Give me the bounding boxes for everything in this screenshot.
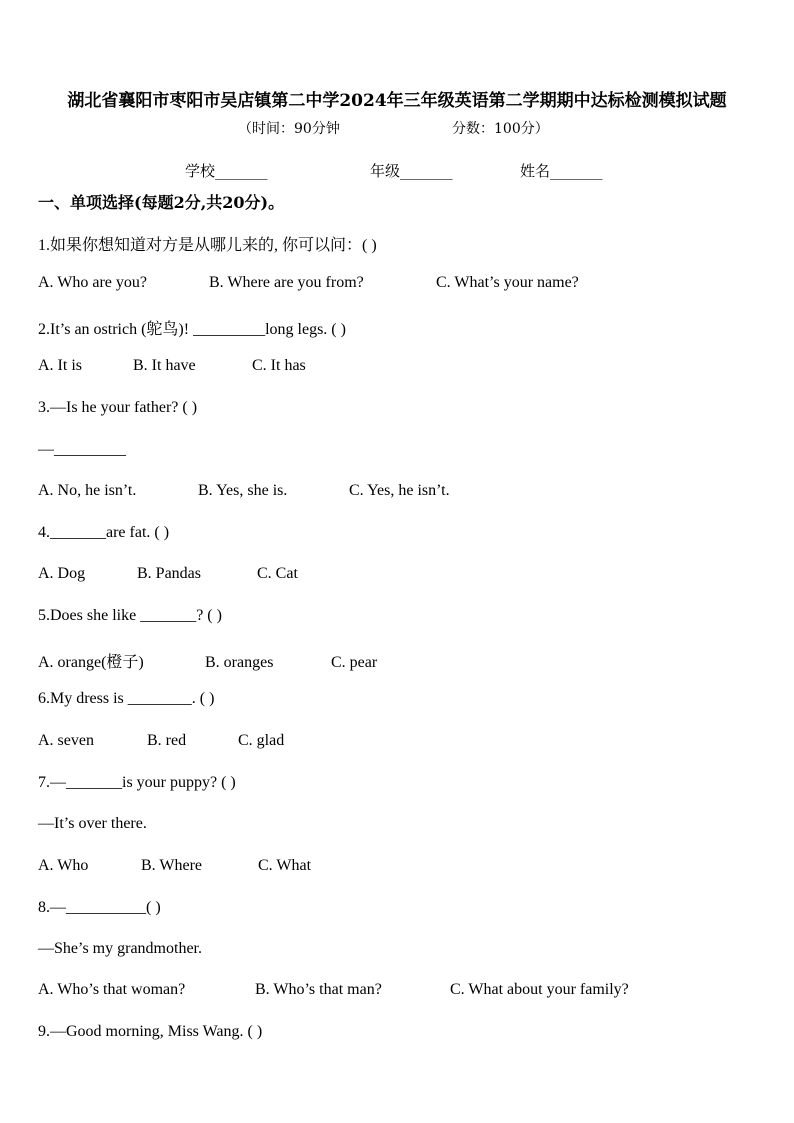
exam-score: 分数：100分） <box>452 121 549 137</box>
question-3-option-c[interactable]: C. Yes, he isn’t. <box>349 482 450 499</box>
question-7-option-b[interactable]: B. Where <box>141 857 203 874</box>
question-2-stem: 2.It’s an ostrich (鸵鸟)! _________long legs. ( ) <box>38 321 346 338</box>
question-1-option-b[interactable]: B. Where are you from? <box>209 274 364 291</box>
exam-time: （时间：90分钟 <box>238 121 340 137</box>
question-3-reply: —_________ <box>38 441 126 458</box>
question-8-reply: —She’s my grandmother. <box>38 940 202 957</box>
section-title: 一、单项选择(每题2分,共20分)。 <box>38 193 285 212</box>
question-2-option-a[interactable]: A. It is <box>38 357 82 374</box>
question-8-option-a[interactable]: A. Who’s that woman? <box>38 981 186 998</box>
question-6-option-c[interactable]: C. glad <box>238 732 285 749</box>
question-8-stem: 8.—__________( ) <box>38 899 161 916</box>
question-8-options <box>38 981 629 999</box>
name-field: 姓名_______ <box>520 162 603 180</box>
question-7-stem: 7.—_______is your puppy? ( ) <box>38 774 236 791</box>
question-1-option-a[interactable]: A. Who are you? <box>38 274 147 291</box>
question-5-option-c[interactable]: C. pear <box>331 654 378 671</box>
question-4-stem: 4._______are fat. ( ) <box>38 524 170 541</box>
question-4-option-c[interactable]: C. Cat <box>257 565 298 582</box>
question-4-options <box>38 565 298 583</box>
question-2-option-b[interactable]: B. It have <box>133 357 196 374</box>
question-5-options <box>38 649 377 672</box>
grade-field: 年级_______ <box>370 162 453 180</box>
question-7-option-c[interactable]: C. What <box>258 857 312 874</box>
school-field: 学校_______ <box>185 162 268 180</box>
question-2-option-c[interactable]: C. It has <box>252 357 306 374</box>
question-8-option-c[interactable]: C. What about your family? <box>450 981 629 998</box>
question-1-option-c[interactable]: C. What’s your name? <box>436 274 579 291</box>
question-5-option-b[interactable]: B. oranges <box>205 654 274 671</box>
question-3-stem: 3.—Is he your father? ( ) <box>38 399 198 416</box>
question-6-stem: 6.My dress is ________. ( ) <box>38 690 215 707</box>
question-5-option-a[interactable]: A. orange(橙子) <box>38 654 144 671</box>
exam-title: 湖北省襄阳市枣阳市吴店镇第二中学2024年三年级英语第二学期期中达标检测模拟试题 <box>67 91 727 111</box>
question-8-option-b[interactable]: B. Who’s that man? <box>255 981 382 998</box>
question-9-stem: 9.—Good morning, Miss Wang. ( ) <box>38 1023 263 1040</box>
question-4-option-b[interactable]: B. Pandas <box>137 565 201 582</box>
question-1-stem: 1.如果你想知道对方是从哪儿来的, 你可以问：( ) <box>38 237 377 254</box>
question-3-option-a[interactable]: A. No, he isn’t. <box>38 482 137 499</box>
question-1-options <box>38 274 579 292</box>
question-2-options <box>38 357 306 375</box>
question-3-options <box>38 482 450 500</box>
question-6-option-a[interactable]: A. seven <box>38 732 94 749</box>
question-7-reply: —It’s over there. <box>38 815 147 832</box>
question-7-option-a[interactable]: A. Who <box>38 857 89 874</box>
question-6-option-b[interactable]: B. red <box>147 732 187 749</box>
question-3-option-b[interactable]: B. Yes, she is. <box>198 482 288 499</box>
question-7-options <box>38 857 311 875</box>
question-4-option-a[interactable]: A. Dog <box>38 565 86 582</box>
question-6-options <box>38 732 284 750</box>
question-5-stem: 5.Does she like _______? ( ) <box>38 607 222 624</box>
